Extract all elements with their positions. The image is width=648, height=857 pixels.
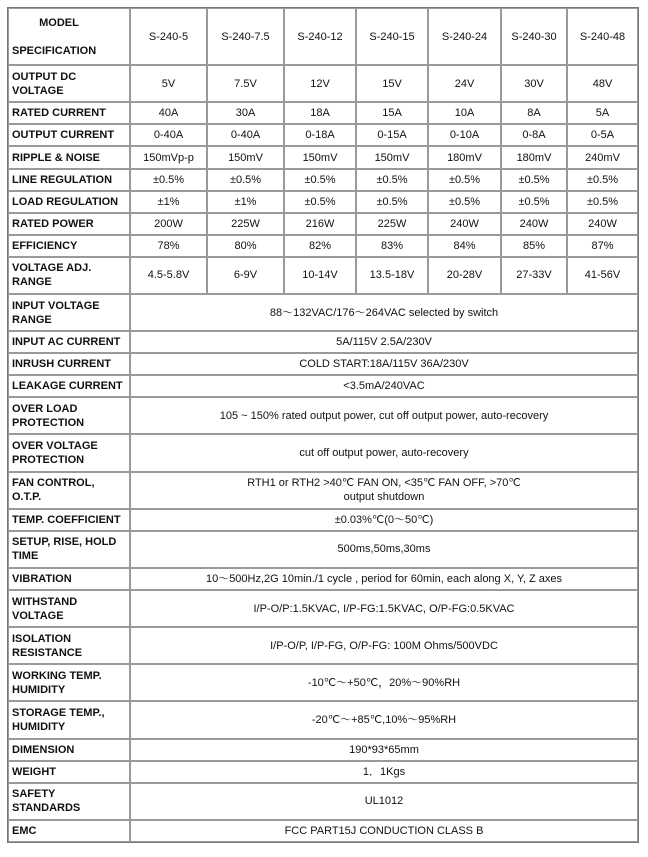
spec-value: ±0.5% — [130, 169, 207, 191]
spec-row — [8, 213, 638, 235]
spec-value-line: 1．1Kgs — [362, 765, 406, 778]
spec-value: 7.5V — [207, 65, 284, 102]
spec-row — [8, 783, 638, 820]
spec-label: FAN CONTROL, O.T.P. — [8, 472, 130, 509]
spec-value-common — [130, 353, 638, 375]
spec-value-line: 105 ~ 150% rated output power, cut off output power, auto-recovery — [219, 409, 549, 422]
spec-label: EMC — [8, 820, 130, 842]
spec-value-line: -20℃～+85℃,10%～95%RH — [311, 713, 457, 726]
spec-value-line: <3.5mA/240VAC — [343, 380, 425, 393]
spec-row — [8, 509, 638, 531]
spec-row — [8, 65, 638, 102]
spec-value: 10A — [428, 102, 501, 124]
spec-value: ±0.5% — [428, 191, 501, 213]
model-header: S-240-12 — [284, 8, 356, 65]
spec-value: 150mVp-p — [130, 146, 207, 168]
spec-row — [8, 434, 638, 471]
spec-value: 30A — [207, 102, 284, 124]
spec-value: 78% — [130, 235, 207, 257]
spec-label: SAFETY STANDARDS — [8, 783, 130, 820]
spec-label: VIBRATION — [8, 568, 130, 590]
spec-value: ±0.5% — [284, 191, 356, 213]
spec-value: 240W — [501, 213, 567, 235]
spec-value: ±0.5% — [501, 191, 567, 213]
spec-value: 20-28V — [428, 257, 501, 294]
spec-value: 180mV — [501, 146, 567, 168]
spec-label: WITHSTAND VOLTAGE — [8, 590, 130, 627]
spec-row — [8, 331, 638, 353]
spec-value: 10-14V — [284, 257, 356, 294]
spec-value: 8A — [501, 102, 567, 124]
spec-label: DIMENSION — [8, 739, 130, 761]
spec-row — [8, 353, 638, 375]
model-header: S-240-48 — [567, 8, 638, 65]
spec-row — [8, 124, 638, 146]
spec-value-common — [130, 627, 638, 664]
spec-value: 82% — [284, 235, 356, 257]
spec-value-line: I/P-O/P:1.5KVAC, I/P-FG:1.5KVAC, O/P-FG:0.5KVAC — [253, 602, 515, 615]
model-header: S-240-24 — [428, 8, 501, 65]
spec-value-common — [130, 509, 638, 531]
spec-value-common — [130, 434, 638, 471]
spec-value: 13.5-18V — [356, 257, 428, 294]
spec-value: 80% — [207, 235, 284, 257]
spec-label: EFFICIENCY — [8, 235, 130, 257]
model-header: S-240-30 — [501, 8, 567, 65]
spec-value: 225W — [356, 213, 428, 235]
spec-value: 150mV — [207, 146, 284, 168]
spec-label: OUTPUT DC VOLTAGE — [8, 65, 130, 102]
spec-value: ±0.5% — [428, 169, 501, 191]
spec-label: OVER VOLTAGE PROTECTION — [8, 434, 130, 471]
spec-value: 216W — [284, 213, 356, 235]
spec-row — [8, 590, 638, 627]
spec-value: 18A — [284, 102, 356, 124]
spec-row — [8, 472, 638, 509]
spec-value-line: I/P-O/P, I/P-FG, O/P-FG: 100M Ohms/500VDC — [270, 639, 498, 652]
spec-label: RATED POWER — [8, 213, 130, 235]
spec-value: ±0.5% — [501, 169, 567, 191]
spec-row — [8, 257, 638, 294]
spec-value: 83% — [356, 235, 428, 257]
spec-value: 0-18A — [284, 124, 356, 146]
spec-row — [8, 235, 638, 257]
spec-label: SETUP, RISE, HOLD TIME — [8, 531, 130, 568]
spec-value-line: cut off output power, auto-recovery — [299, 447, 469, 460]
spec-value-line: COLD START:18A/115V 36A/230V — [299, 358, 469, 371]
spec-value: 41-56V — [567, 257, 638, 294]
spec-label: STORAGE TEMP., HUMIDITY — [8, 701, 130, 738]
spec-value: 240mV — [567, 146, 638, 168]
spec-label: INPUT AC CURRENT — [8, 331, 130, 353]
spec-value-line: 190*93*65mm — [349, 743, 419, 756]
spec-row — [8, 761, 638, 783]
spec-value-common — [130, 761, 638, 783]
spec-value-line: 10～500Hz,2G 10min./1 cycle , period for 60min, each along X, Y, Z axes — [205, 572, 563, 585]
spec-label: LEAKAGE CURRENT — [8, 375, 130, 397]
spec-value-line: -10℃～+50℃，20%～90%RH — [307, 676, 461, 689]
spec-value: 150mV — [284, 146, 356, 168]
spec-value-line: FCC PART15J CONDUCTION CLASS B — [284, 824, 484, 837]
spec-value: 12V — [284, 65, 356, 102]
spec-value: 0-40A — [130, 124, 207, 146]
spec-value: 40A — [130, 102, 207, 124]
spec-label: WEIGHT — [8, 761, 130, 783]
spec-value: 240W — [428, 213, 501, 235]
spec-value-common — [130, 664, 638, 701]
spec-label: RATED CURRENT — [8, 102, 130, 124]
spec-row — [8, 294, 638, 331]
spec-row — [8, 568, 638, 590]
spec-value-common — [130, 331, 638, 353]
spec-value: 150mV — [356, 146, 428, 168]
spec-label: LOAD REGULATION — [8, 191, 130, 213]
spec-value: 0-8A — [501, 124, 567, 146]
spec-label: RIPPLE & NOISE — [8, 146, 130, 168]
spec-value-common — [130, 531, 638, 568]
spec-row — [8, 531, 638, 568]
spec-row — [8, 397, 638, 434]
spec-row — [8, 169, 638, 191]
spec-value: ±0.5% — [567, 169, 638, 191]
spec-value-common — [130, 739, 638, 761]
spec-row — [8, 739, 638, 761]
spec-value: 4.5-5.8V — [130, 257, 207, 294]
spec-table-body — [8, 8, 638, 842]
spec-row — [8, 664, 638, 701]
spec-row — [8, 375, 638, 397]
spec-value-line: output shutdown — [343, 491, 425, 504]
spec-value-common — [130, 783, 638, 820]
spec-value: 24V — [428, 65, 501, 102]
header-row — [8, 8, 638, 65]
spec-label: LINE REGULATION — [8, 169, 130, 191]
spec-value-line: 5A/115V 2.5A/230V — [336, 336, 432, 349]
spec-row — [8, 701, 638, 738]
spec-value: 85% — [501, 235, 567, 257]
spec-label: OVER LOAD PROTECTION — [8, 397, 130, 434]
spec-row — [8, 191, 638, 213]
spec-value-common — [130, 397, 638, 434]
spec-value: 0-10A — [428, 124, 501, 146]
spec-value: 30V — [501, 65, 567, 102]
spec-label: VOLTAGE ADJ. RANGE — [8, 257, 130, 294]
spec-value: ±1% — [207, 191, 284, 213]
spec-value: 5V — [130, 65, 207, 102]
spec-value: ±1% — [130, 191, 207, 213]
spec-value: ±0.5% — [356, 169, 428, 191]
specification-label: SPECIFICATION — [12, 44, 97, 57]
spec-value-line: 500ms,50ms,30ms — [337, 543, 431, 556]
spec-value: 48V — [567, 65, 638, 102]
spec-value-line: RTH1 or RTH2 >40℃ FAN ON, <35℃ FAN OFF, >70℃ — [247, 477, 521, 490]
spec-label: ISOLATION RESISTANCE — [8, 627, 130, 664]
spec-value-common — [130, 701, 638, 738]
spec-value: 15V — [356, 65, 428, 102]
model-header: S-240-7.5 — [207, 8, 284, 65]
spec-value-common — [130, 472, 638, 509]
spec-value: 0-40A — [207, 124, 284, 146]
spec-label: WORKING TEMP. HUMIDITY — [8, 664, 130, 701]
spec-value: 240W — [567, 213, 638, 235]
spec-row — [8, 102, 638, 124]
spec-value: ±0.5% — [356, 191, 428, 213]
spec-table — [7, 7, 639, 843]
spec-value: 225W — [207, 213, 284, 235]
spec-value-common — [130, 294, 638, 331]
model-header: S-240-5 — [130, 8, 207, 65]
spec-value: 84% — [428, 235, 501, 257]
spec-label: OUTPUT CURRENT — [8, 124, 130, 146]
spec-value-common — [130, 820, 638, 842]
spec-value: 0-5A — [567, 124, 638, 146]
spec-value: 0-15A — [356, 124, 428, 146]
spec-value: 87% — [567, 235, 638, 257]
spec-value: 200W — [130, 213, 207, 235]
spec-value-line: ±0.03%℃(0～50℃) — [334, 513, 434, 526]
model-label: MODEL — [39, 16, 79, 29]
spec-value: ±0.5% — [207, 169, 284, 191]
model-header: S-240-15 — [356, 8, 428, 65]
spec-row — [8, 627, 638, 664]
spec-label: INRUSH CURRENT — [8, 353, 130, 375]
spec-value: ±0.5% — [567, 191, 638, 213]
spec-row — [8, 820, 638, 842]
spec-value-common — [130, 590, 638, 627]
spec-value: 27-33V — [501, 257, 567, 294]
spec-label: INPUT VOLTAGE RANGE — [8, 294, 130, 331]
spec-value: 5A — [567, 102, 638, 124]
spec-value: ±0.5% — [284, 169, 356, 191]
spec-value: 6-9V — [207, 257, 284, 294]
spec-value-common — [130, 375, 638, 397]
header-corner-cell — [8, 8, 130, 65]
spec-value-common — [130, 568, 638, 590]
spec-label: TEMP. COEFFICIENT — [8, 509, 130, 531]
spec-value: 15A — [356, 102, 428, 124]
spec-value-line: UL1012 — [364, 795, 404, 808]
spec-value-line: 88～132VAC/176～264VAC selected by switch — [269, 306, 499, 319]
spec-row — [8, 146, 638, 168]
spec-value: 180mV — [428, 146, 501, 168]
